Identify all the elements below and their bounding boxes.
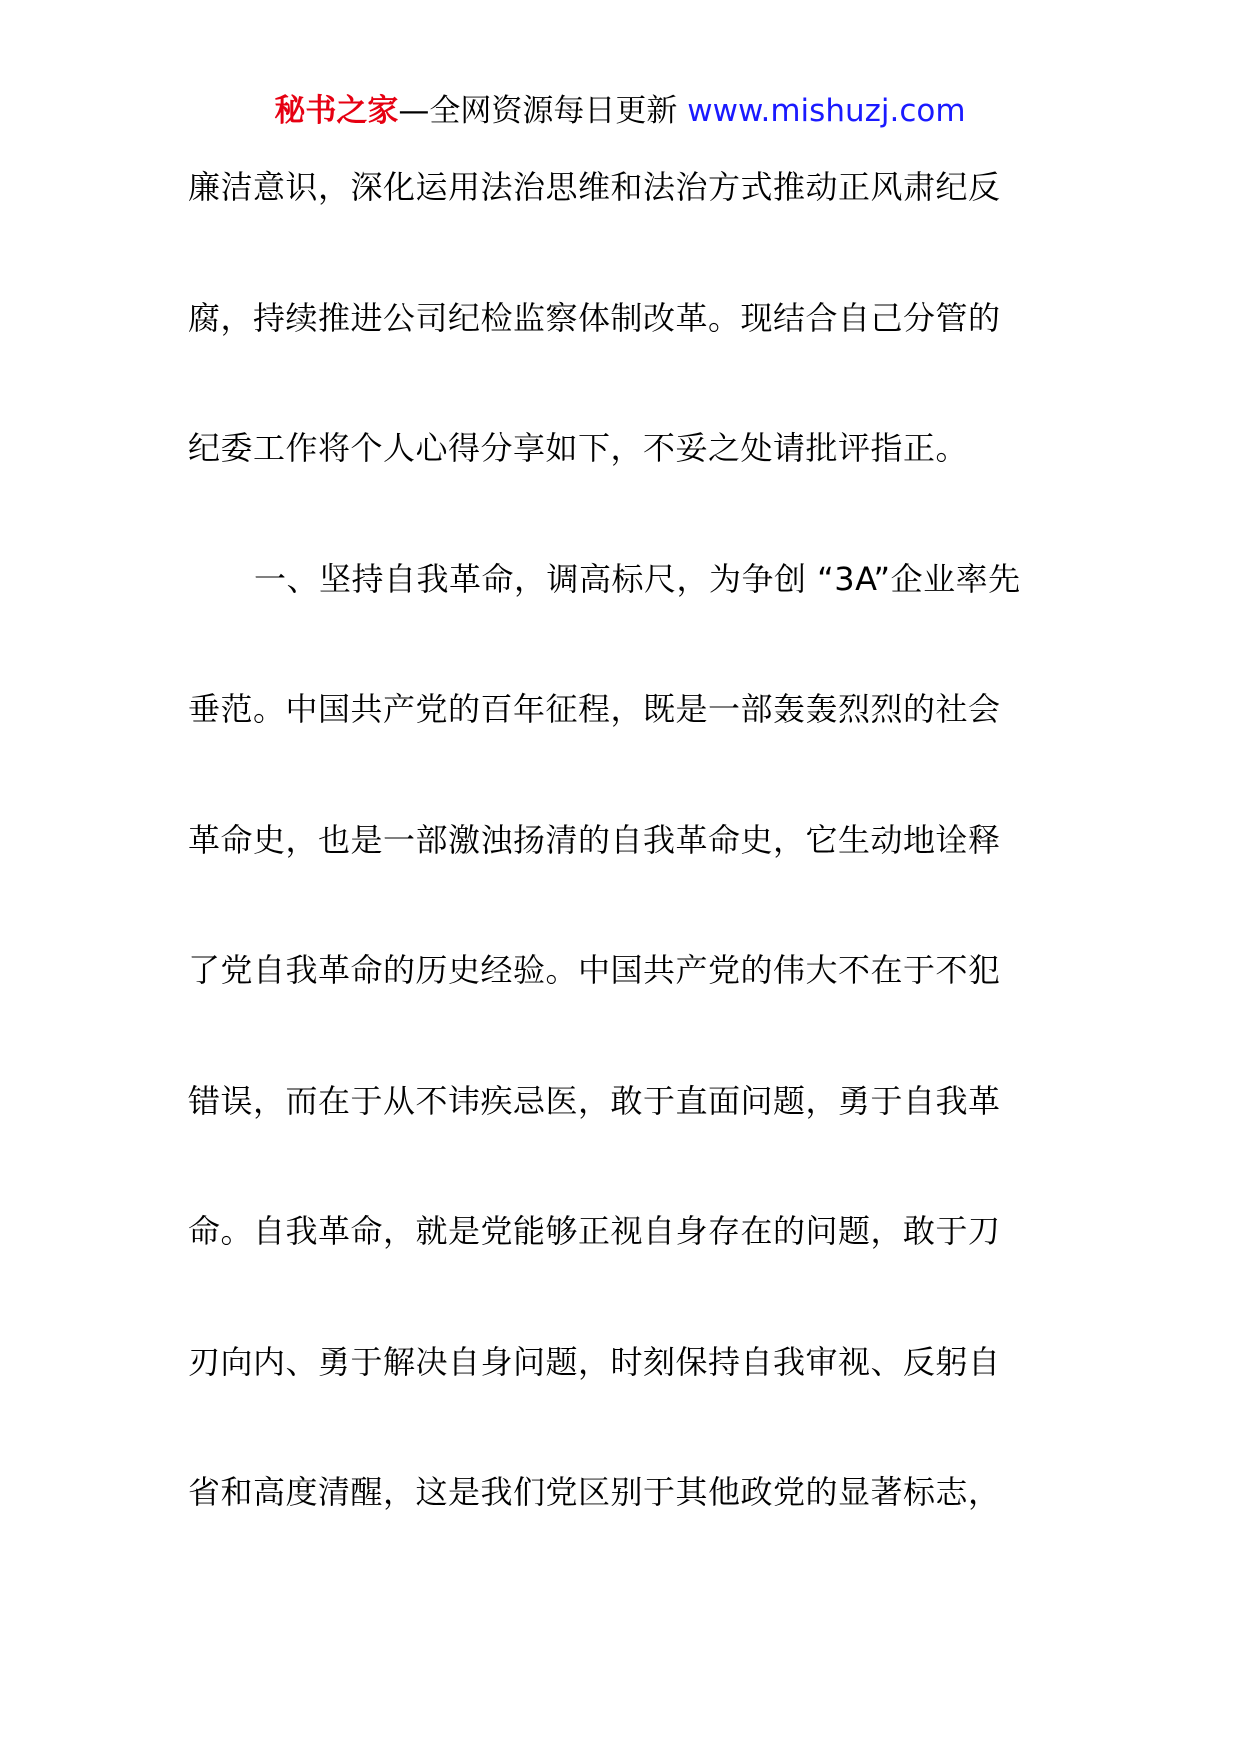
- body-line: 省和高度清醒，这是我们党区别于其他政党的显著标志，: [188, 1473, 1001, 1511]
- page-header: [0, 88, 1240, 134]
- site-url-link[interactable]: www.mishuzj.com: [687, 93, 966, 129]
- body-line: 革命史，也是一部激浊扬清的自我革命史，它生动地诠释: [188, 820, 1001, 859]
- body-line: 垂范。中国共产党的百年征程，既是一部轰轰烈烈的社会: [188, 690, 1001, 728]
- body-line: 了党自我革命的历史经验。中国共产党的伟大不在于不犯: [188, 951, 1001, 989]
- body-line: 错误，而在于从不讳疾忌医，敢于直面问题，勇于自我革: [188, 1081, 1001, 1120]
- body-line: 腐，持续推进公司纪检监察体制改革。现结合自己分管的: [188, 298, 1001, 337]
- body-line: 刃向内、勇于解决自身问题，时刻保持自我审视、反躬自: [188, 1342, 1001, 1381]
- section-heading-line: 一、坚持自我革命，调高标尺，为争创 “3A”企业率先: [254, 559, 1021, 598]
- body-line: 纪委工作将个人心得分享如下，不妥之处请批评指正。: [188, 429, 969, 467]
- body-line: 廉洁意识，深化运用法治思维和法治方式推动正风肃纪反: [188, 168, 1001, 206]
- body-line: 命。自我革命，就是党能够正视自身存在的问题，敢于刀: [188, 1212, 1001, 1250]
- brand-name: 秘书之家: [274, 93, 399, 129]
- header-tagline: —全网资源每日更新: [398, 93, 678, 129]
- document-body: [188, 162, 1060, 1598]
